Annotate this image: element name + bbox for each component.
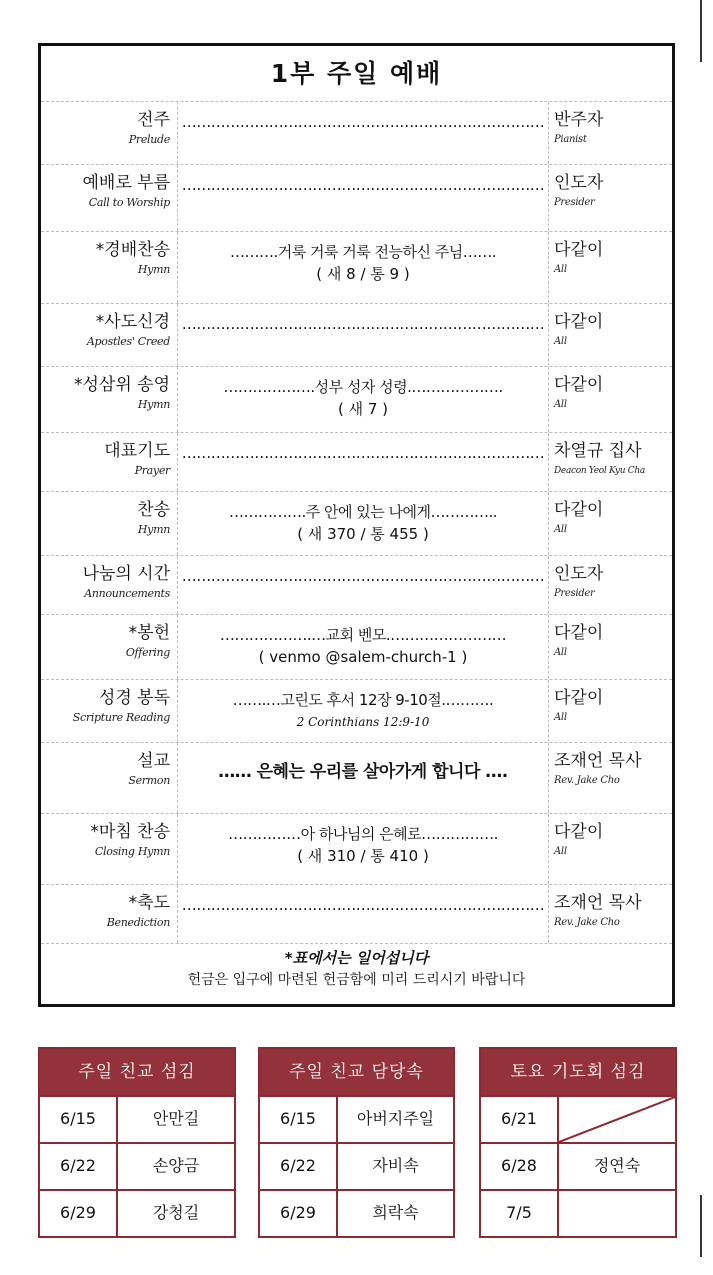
item-detail: ……………….성부 성자 성령.………………. <box>223 378 503 396</box>
order-row-hymn <box>41 491 672 555</box>
leader-name-en: All <box>554 336 567 347</box>
leader-name: 다같이 <box>554 688 604 708</box>
page-edge-line-bottom <box>700 1195 702 1257</box>
table-title: 토요 기도회 섬김 <box>481 1049 675 1095</box>
standing-note: *표에서는 일어섭니다 <box>284 949 429 967</box>
item-subtitle: Prelude <box>128 133 170 146</box>
date-cell: 6/29 <box>260 1191 338 1236</box>
order-row-doxology <box>41 366 672 432</box>
leader-name-en: Deacon Yeol Kyu Cha <box>554 466 645 476</box>
worship-order-panel <box>38 43 675 1007</box>
item-subtitle: Apostles' Creed <box>86 335 170 348</box>
item-detail: ………………………………………………………………… <box>181 567 545 585</box>
leader-name-en: All <box>554 264 567 275</box>
leader-name-en: Rev. Jake Cho <box>554 775 620 786</box>
leader-name: 조재언 목사 <box>554 751 642 771</box>
table-title: 주일 친교 섬김 <box>40 1049 234 1095</box>
table-title: 주일 친교 담당속 <box>260 1049 453 1095</box>
item-detail: ……….거룩 거룩 거룩 전능하신 주님……. <box>230 243 496 261</box>
order-row-apostles-creed <box>41 303 672 366</box>
table-row <box>260 1189 453 1236</box>
item-title: *봉헌 <box>128 623 170 643</box>
item-title: 대표기도 <box>104 441 170 461</box>
item-subtitle: Closing Hymn <box>94 845 170 858</box>
date-cell: 6/15 <box>260 1097 338 1142</box>
item-detail: ……………….…교회 벤모.…………………… <box>219 626 507 644</box>
name-cell <box>559 1097 675 1142</box>
fellowship-group-table <box>258 1047 455 1238</box>
date-cell: 6/21 <box>481 1097 559 1142</box>
item-title: *성삼위 송영 <box>73 375 170 395</box>
hymn-number: ( 새 7 ) <box>337 400 389 418</box>
item-title: *사도신경 <box>95 312 170 332</box>
item-title: 나눔의 시간 <box>82 564 170 584</box>
order-row-hymn-worship <box>41 231 672 303</box>
leader-name-en: All <box>554 524 567 535</box>
item-title: *마침 찬송 <box>90 822 170 842</box>
leader-name-en: Rev. Jake Cho <box>554 917 620 928</box>
order-row-prayer <box>41 432 672 491</box>
table-row <box>481 1189 675 1236</box>
date-cell: 6/15 <box>40 1097 118 1142</box>
date-cell: 6/28 <box>481 1144 559 1189</box>
item-subtitle: Sermon <box>128 774 170 787</box>
item-detail: ………………………………………………………………… <box>181 444 545 462</box>
offering-note: 헌금은 입구에 마련된 헌금함에 미리 드리시기 바랍니다 <box>187 972 526 988</box>
name-cell: 손양금 <box>152 1156 200 1175</box>
item-subtitle: Hymn <box>137 263 170 276</box>
date-cell: 6/22 <box>40 1144 118 1189</box>
name-cell: 자비속 <box>372 1156 419 1175</box>
date-cell: 6/29 <box>40 1191 118 1236</box>
table-row <box>40 1189 234 1236</box>
leader-name-en: All <box>554 712 567 723</box>
saturday-prayer-table <box>479 1047 677 1238</box>
hymn-number: ( 새 370 / 통 455 ) <box>297 525 429 543</box>
item-subtitle: Hymn <box>137 523 170 536</box>
table-row <box>260 1142 453 1189</box>
item-title: *축도 <box>128 893 170 913</box>
name-cell: 강청길 <box>152 1203 200 1222</box>
name-cell <box>559 1191 675 1236</box>
leader-name: 다같이 <box>554 240 604 260</box>
item-subtitle: Prayer <box>134 464 170 477</box>
order-row-offering <box>41 614 672 679</box>
item-detail: …….…고린도 후서 12장 9-10절.………. <box>232 691 494 709</box>
item-subtitle: Hymn <box>137 398 170 411</box>
leader-name-en: All <box>554 399 567 410</box>
table-row <box>481 1142 675 1189</box>
diagonal-slash-mark <box>559 1097 675 1142</box>
order-row-sermon <box>41 742 672 813</box>
scripture-reference: 2 Corinthians 12:9-10 <box>296 715 430 729</box>
leader-name: 다같이 <box>554 623 604 643</box>
page-edge-line-top <box>700 0 702 62</box>
item-detail: ………………………………………………………………… <box>181 896 545 914</box>
order-row-benediction <box>41 884 672 943</box>
hymn-number: ( 새 310 / 통 410 ) <box>297 847 429 865</box>
name-cell: 안만길 <box>152 1109 200 1128</box>
hymn-number: ( 새 8 / 통 9 ) <box>316 265 410 283</box>
item-detail: ………………………………………………………………… <box>181 315 545 333</box>
item-title: 설교 <box>137 751 170 771</box>
item-detail: ……………아 하나님의 은혜로……………. <box>228 825 498 843</box>
leader-name-en: All <box>554 647 567 658</box>
order-row-closing-hymn <box>41 813 672 884</box>
leader-name: 반주자 <box>554 110 604 130</box>
leader-name: 차열규 집사 <box>554 441 642 461</box>
leader-name: 다같이 <box>554 375 604 395</box>
leader-name: 조재언 목사 <box>554 893 642 913</box>
item-title: 예배로 부름 <box>82 173 170 193</box>
leader-name-en: Presider <box>554 197 595 208</box>
date-cell: 7/5 <box>481 1191 559 1236</box>
item-title: 성경 봉독 <box>98 688 170 708</box>
name-cell: 정연숙 <box>593 1156 641 1175</box>
table-row <box>40 1095 234 1142</box>
venmo-handle: ( venmo @salem-church-1 ) <box>258 648 468 666</box>
footer-notes <box>41 943 672 991</box>
sermon-title: …… 은혜는 우리를 살아가게 합니다 …. <box>218 762 508 782</box>
order-row-scripture <box>41 679 672 742</box>
date-cell: 6/22 <box>260 1144 338 1189</box>
leader-name: 다같이 <box>554 312 604 332</box>
table-row <box>260 1095 453 1142</box>
leader-name-en: Presider <box>554 588 595 599</box>
item-subtitle: Benediction <box>106 916 170 929</box>
name-cell: 희락속 <box>372 1203 419 1222</box>
leader-name-en: Pianist <box>554 134 587 145</box>
item-subtitle: Offering <box>125 646 170 659</box>
leader-name-en: All <box>554 846 567 857</box>
table-row <box>481 1095 675 1142</box>
order-row-announcements <box>41 555 672 614</box>
item-subtitle: Announcements <box>84 587 170 600</box>
table-row <box>40 1142 234 1189</box>
item-detail: ………………………………………………………………… <box>181 113 545 131</box>
item-subtitle: Call to Worship <box>88 196 170 209</box>
item-title: 찬송 <box>137 500 170 520</box>
leader-name: 인도자 <box>554 173 604 193</box>
order-row-prelude <box>41 101 672 164</box>
leader-name: 다같이 <box>554 500 604 520</box>
fellowship-service-table <box>38 1047 236 1238</box>
item-detail: ………………………………………………………………… <box>181 176 545 194</box>
leader-name: 인도자 <box>554 564 604 584</box>
page-title: 1부 주일 예배 <box>270 59 443 88</box>
item-title: 전주 <box>137 110 170 130</box>
name-cell: 아버지주일 <box>356 1109 435 1128</box>
leader-name: 다같이 <box>554 822 604 842</box>
item-detail: …………….주 안에 있는 나에게………….. <box>228 503 498 521</box>
item-subtitle: Scripture Reading <box>72 711 170 724</box>
order-row-call-to-worship <box>41 164 672 231</box>
item-title: *경배찬송 <box>95 240 170 260</box>
